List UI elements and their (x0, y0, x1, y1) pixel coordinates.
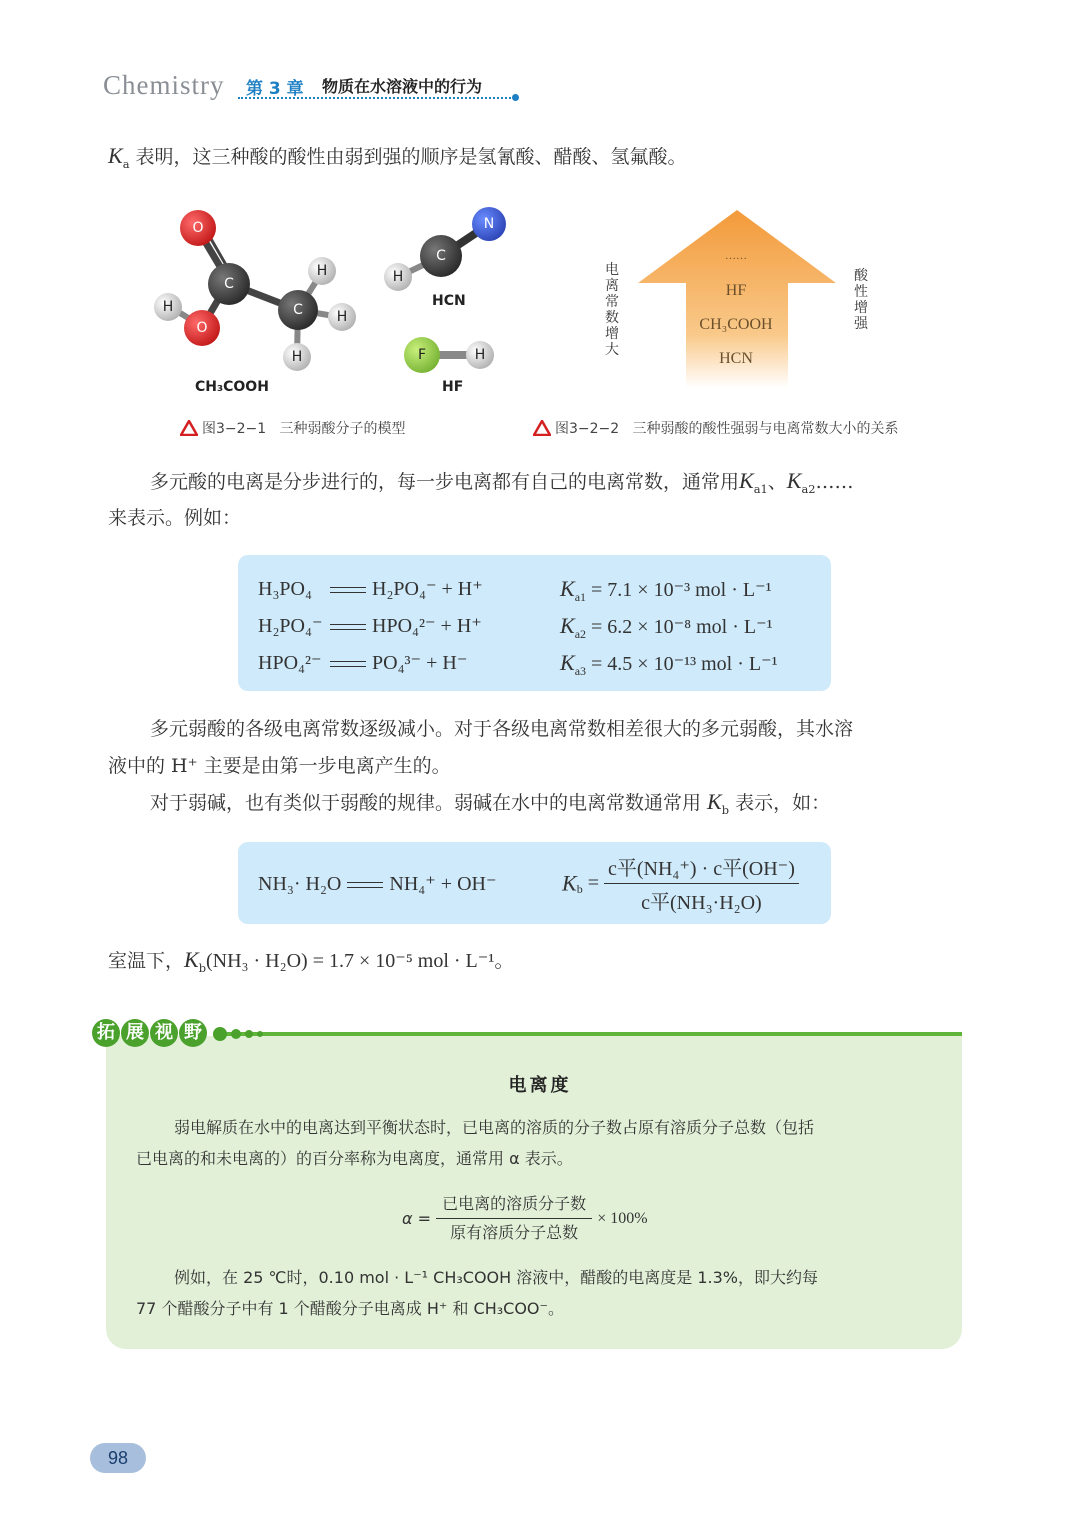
products: NH₄⁺ + OH⁻ (389, 873, 497, 895)
arrow-item-acetic: CH₃COOH (699, 316, 773, 333)
k-subscript: a2 (574, 627, 587, 641)
ellipsis: …… (815, 471, 854, 493)
equilibrium-arrow (347, 880, 383, 890)
carbon-atom: C (208, 263, 250, 305)
kb-subscript: b (576, 882, 583, 897)
triangle-icon (533, 420, 551, 436)
oxygen-atom: O (180, 210, 216, 246)
constant-row-1 (560, 576, 772, 605)
equation-row-2 (258, 613, 482, 638)
fluorine-atom: F (404, 337, 440, 373)
badge-char: 拓 (92, 1019, 120, 1047)
ka-subscript: a (122, 156, 130, 171)
hcn-label: HCN (432, 293, 466, 309)
kb-numerator: c平(NH₄⁺) · c平(OH⁻) (604, 852, 799, 884)
room-temp-value: (NH₃ · H₂O) = 1.7 × 10⁻⁵ mol · L⁻¹。 (206, 950, 515, 972)
formula-fraction (436, 1191, 592, 1246)
constant-row-3 (560, 650, 778, 679)
equilibrium-arrow (330, 622, 366, 632)
page-number: 98 (90, 1443, 146, 1473)
hydrogen-atom: H (466, 341, 494, 369)
figure2-number: 图3−2−2 (555, 421, 620, 437)
equation-row-1 (258, 576, 483, 601)
badge-char: 野 (179, 1019, 207, 1047)
extension-divider (218, 1032, 962, 1036)
formula-numerator: 已电离的溶质分子数 (436, 1191, 592, 1219)
header-divider (238, 97, 515, 99)
k-subscript: a1 (574, 590, 587, 604)
example-line1: 例如，在 25 ℃时，0.10 mol · L⁻¹ CH₃COOH 溶液中，醋酸的电离度是 1.3%，即大约每 (174, 1268, 818, 1287)
reactant: HPO₄²⁻ (258, 652, 322, 674)
oxygen-atom: O (184, 310, 220, 346)
k-symbol: K (707, 789, 722, 814)
ionization-degree-formula (402, 1191, 648, 1246)
triangle-icon (180, 420, 198, 436)
carbon-atom: C (420, 235, 462, 277)
arrow-item-hcn: HCN (719, 350, 753, 367)
stepwise-paragraph-line1: 多元弱酸的各级电离常数逐级减小。对于各级电离常数相差很大的多元弱酸，其水溶 (150, 718, 854, 740)
hydrogen-atom: H (283, 343, 311, 371)
equilibrium-arrow (330, 585, 366, 595)
formula-denominator: 原有溶质分子总数 (450, 1223, 579, 1242)
separator: 、 (767, 471, 787, 493)
ammonia-equation (258, 871, 497, 896)
ionization-degree-definition-line2: 已电离的和未电离的）的百分率称为电离度，通常用 α 表示。 (136, 1149, 573, 1168)
k-subscript: a3 (574, 664, 587, 678)
ka-symbol: K (108, 143, 123, 168)
formula-percent: × 100% (597, 1210, 648, 1227)
reactant: H₃PO₄ (258, 578, 312, 600)
k-symbol: K (560, 650, 575, 675)
figure1-caption (180, 418, 406, 438)
hydrogen-atom: H (328, 303, 356, 331)
k-symbol: K (739, 468, 754, 493)
extension-badge (92, 1019, 208, 1047)
arrow-dots: …… (725, 250, 747, 262)
reactant: H₂PO₄⁻ (258, 615, 323, 637)
acetic-acid-label: CH₃COOH (195, 379, 269, 395)
badge-char: 视 (150, 1019, 178, 1047)
reactant: NH₃· H₂O (258, 873, 342, 895)
ionization-degree-definition-line1: 弱电解质在水中的电离达到平衡状态时，已电离的溶质的分子数占原有溶质分子总数（包括 (174, 1118, 815, 1137)
intro-paragraph (108, 138, 687, 182)
hydrogen-atom: H (154, 293, 182, 321)
constant-value: = 6.2 × 10⁻⁸ mol · L⁻¹ (591, 616, 773, 638)
kb-fraction (604, 852, 799, 915)
equation-row-3 (258, 650, 467, 675)
acidity-increase-label: 酸性增强 (854, 268, 868, 332)
products: HPO₄²⁻ + H⁺ (372, 615, 482, 637)
kb-expression: $K_b$ = $\frac{\text{c平(NH₄⁺) · c平(OH⁻)}}{\text{c平(NH₃·H₂O)}}$ (562, 852, 799, 915)
constant-value: = 7.1 × 10⁻³ mol · L⁻¹ (591, 579, 772, 601)
hydrogen-atom: H (308, 257, 336, 285)
weak-base-paragraph (150, 784, 830, 828)
ionization-constant-increase-label: 电离常数增大 (605, 262, 619, 358)
kb-subscript: b (198, 960, 206, 975)
alpha-symbol: α = (402, 1209, 432, 1228)
weak-base-text: 对于弱碱，也有类似于弱酸的规律。弱碱在水中的电离常数通常用 (150, 792, 708, 814)
polyprotic-paragraph-line1 (150, 463, 970, 507)
header-brand: Chemistry (103, 70, 225, 100)
figure2-caption (533, 418, 899, 438)
products: H₂PO₄⁻ + H⁺ (372, 578, 483, 600)
ka2-subscript: a2 (801, 481, 816, 496)
k-symbol: K (184, 947, 199, 972)
products: PO₄³⁻ + H⁻ (372, 652, 468, 674)
hf-label: HF (442, 379, 464, 395)
k-symbol: K (562, 870, 577, 896)
polyprotic-text: 多元酸的电离是分步进行的，每一步电离都有自己的电离常数，通常用 (150, 471, 740, 493)
carbon-atom: C (278, 290, 318, 330)
figure2-caption-text: 三种弱酸的酸性强弱与电离常数大小的关系 (632, 421, 899, 437)
constant-row-2 (560, 613, 773, 642)
k-symbol: K (560, 613, 575, 638)
figure1-number: 图3−2−1 (202, 421, 267, 437)
header-dot (512, 94, 519, 101)
arrow-item-hf: HF (725, 282, 747, 299)
equilibrium-arrow (330, 659, 366, 669)
hydrogen-atom: H (384, 263, 412, 291)
extension-title: 电离度 (508, 1075, 572, 1096)
badge-dots (212, 1024, 268, 1044)
k-symbol: K (560, 576, 575, 601)
polyprotic-paragraph-line2: 来表示。例如： (108, 507, 242, 529)
nitrogen-atom: N (472, 207, 506, 241)
ka1-subscript: a1 (753, 481, 768, 496)
weak-base-text-end: 表示，如： (729, 792, 831, 814)
intro-text: 表明，这三种酸的酸性由弱到强的顺序是氢氰酸、醋酸、氢氟酸。 (129, 146, 687, 168)
figure1-caption-text: 三种弱酸分子的模型 (279, 421, 406, 437)
kb-denominator: c平(NH₃·H₂O) (641, 892, 762, 914)
k-symbol: K (786, 468, 802, 493)
kb-subscript: b (721, 802, 730, 817)
chapter-title: 物质在水溶液中的行为 (322, 77, 483, 96)
room-temp-prefix: 室温下， (108, 950, 185, 972)
chapter-number: 第 3 章 (246, 79, 304, 99)
constant-value: = 4.5 × 10⁻¹³ mol · L⁻¹ (591, 653, 778, 675)
stepwise-paragraph-line2: 液中的 H⁺ 主要是由第一步电离产生的。 (108, 755, 451, 777)
badge-char: 展 (121, 1019, 149, 1047)
example-line2: 77 个醋酸分子中有 1 个醋酸分子电离成 H⁺ 和 CH₃COO⁻。 (136, 1299, 564, 1318)
room-temperature-line (108, 942, 514, 986)
molecule-models (140, 195, 540, 415)
